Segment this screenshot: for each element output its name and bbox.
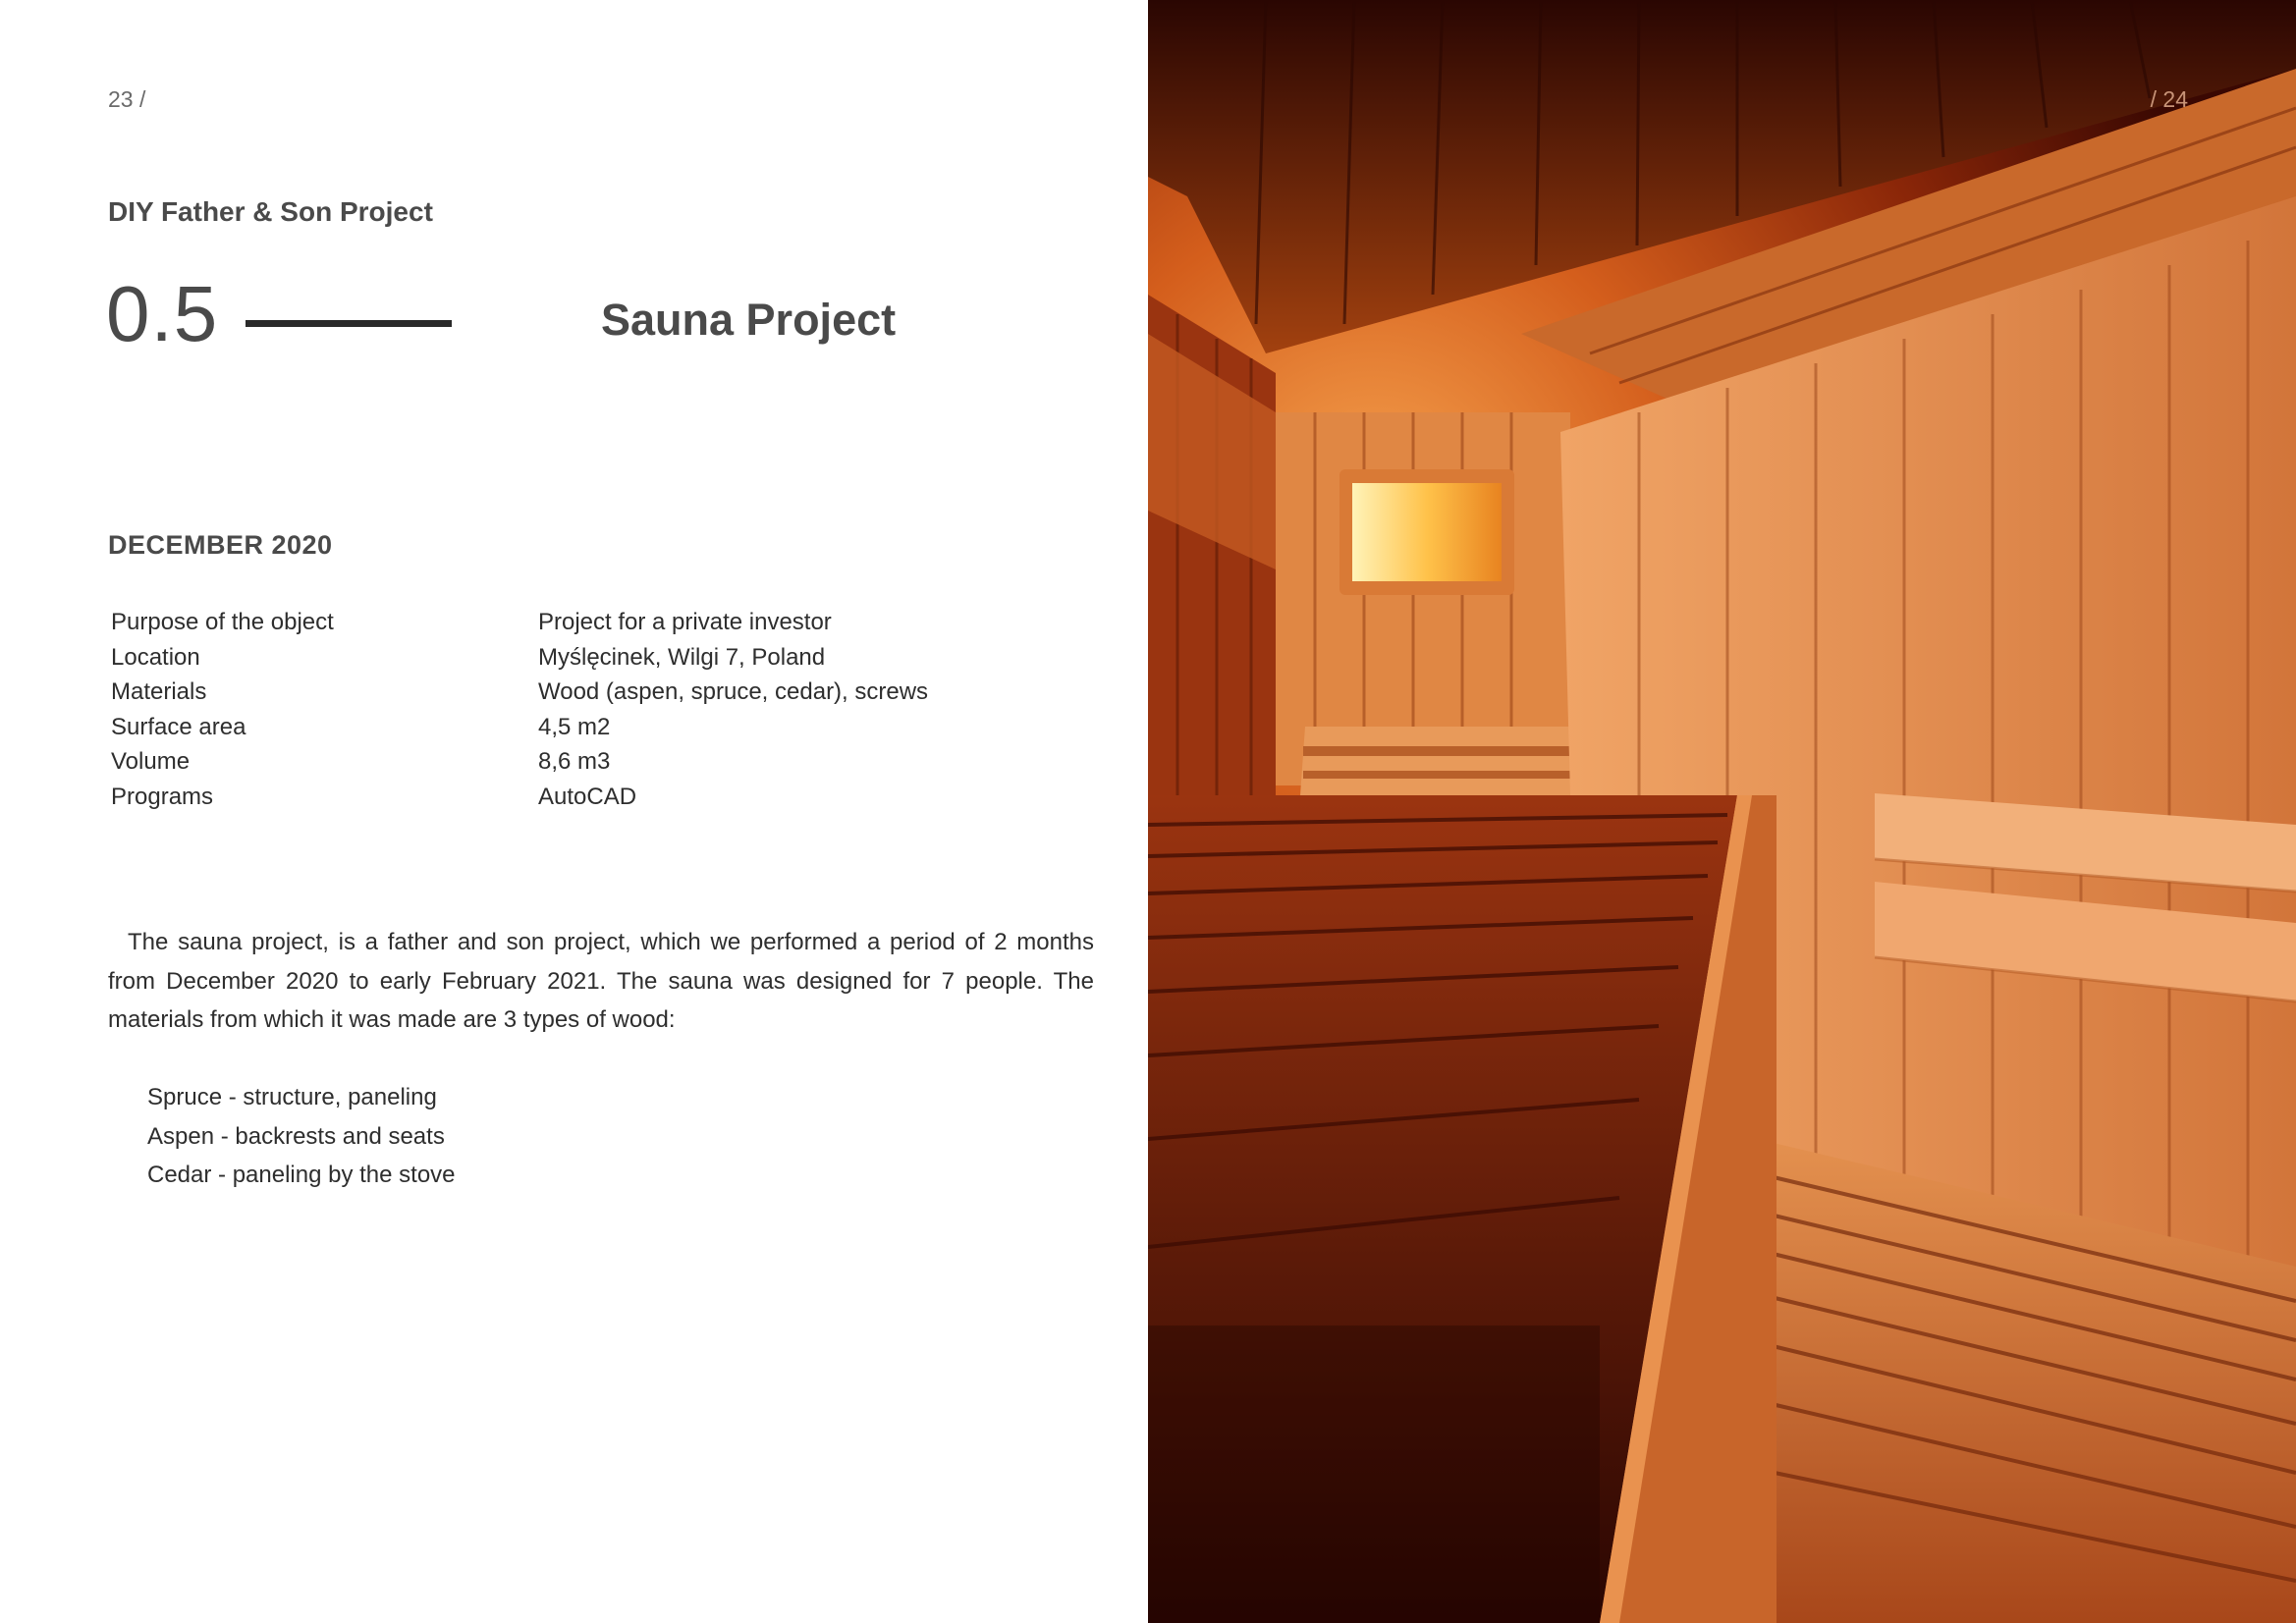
- page-title: Sauna Project: [601, 295, 897, 345]
- wood-list: [147, 1078, 456, 1195]
- spec-label: Programs: [111, 783, 214, 810]
- list-item: Cedar - paneling by the stove: [147, 1162, 456, 1188]
- spec-value: 4,5 m2: [538, 713, 611, 740]
- section-dash: [246, 320, 452, 327]
- list-item: Aspen - backrests and seats: [147, 1122, 445, 1150]
- project-date: DECEMBER 2020: [108, 530, 333, 560]
- section-number: 0.5: [106, 270, 219, 357]
- spec-value: Project for a private investor: [538, 609, 832, 635]
- project-subtitle: DIY Father & Son Project: [108, 196, 433, 227]
- spec-label: Materials: [111, 678, 207, 705]
- spec-label: Location: [111, 643, 200, 671]
- spec-label: Purpose of the object: [111, 609, 334, 635]
- sauna-photo: [1148, 0, 2296, 1623]
- spec-value: Wood (aspen, spruce, cedar), screws: [538, 678, 929, 705]
- spec-value: 8,6 m3: [538, 748, 611, 775]
- description-paragraph: The sauna project, is a father and son project, which we performed a period of 2 months from December 2020 to early February 2021. The sauna was designed for 7 people. The materials from which it was made are 3 types of wood:: [108, 929, 1094, 1033]
- sauna-interior-image: [1148, 0, 2296, 1623]
- page-number-right: / 24: [2150, 86, 2188, 112]
- spec-value: Myślęcinek, Wilgi 7, Poland: [538, 643, 826, 671]
- spec-label: Surface area: [111, 713, 246, 740]
- list-item: Spruce - structure, paneling: [147, 1084, 437, 1110]
- spec-value: AutoCAD: [538, 783, 637, 810]
- spec-label: Volume: [111, 748, 191, 775]
- page-number-left: 23 /: [108, 86, 146, 112]
